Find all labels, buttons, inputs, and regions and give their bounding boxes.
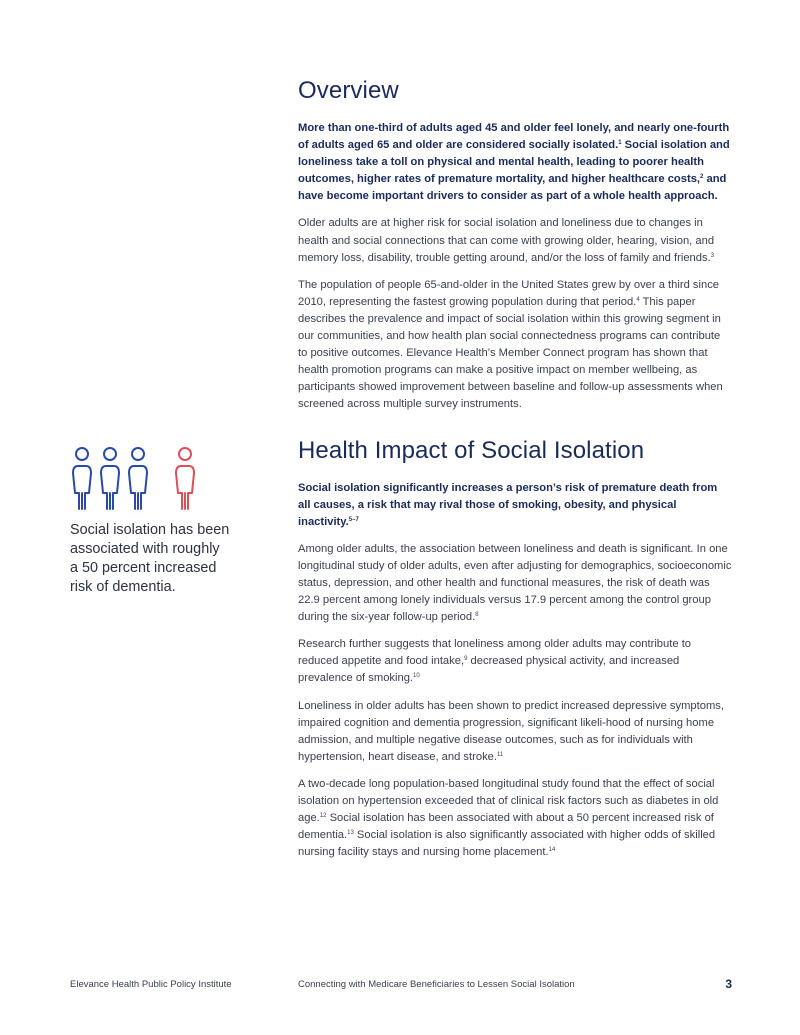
footnote-ref: 13	[347, 830, 354, 837]
footnote-ref: 5–7	[348, 516, 359, 523]
footer-document-title: Connecting with Medicare Beneficiaries to Lessen Social Isolation	[298, 979, 575, 990]
health-impact-body	[298, 541, 732, 862]
main-content	[298, 76, 732, 861]
people-group-icon	[70, 445, 200, 513]
footnote-ref: 10	[413, 673, 420, 680]
health-impact-paragraph-4: A two-decade long population-based longitudinal study found that the effect of social isolation on hypertension exceeded that of clinical risk factors such as diabetes in old age.$^{12}$ Social isolation has been associated with about a 50 percent increased risk of dementia.$^{13}$ Social isolation is also significantly associated with higher odds of skilled nursing facility stays and nursing home placement.$^{14}$	[298, 777, 719, 859]
footnote-ref: 1	[618, 140, 622, 147]
overview-paragraph-1: Older adults are at higher risk for social isolation and loneliness due to changes in health and social connections that can come with growing older, hearing, vision, and memory loss, disability, trouble getting around, and/or the loss of family and friends.$^3$	[298, 217, 715, 264]
health-impact-paragraph-3: Loneliness in older adults has been shown to predict increased depressive symptoms, impaired cognition and dementia progression, significant likeli-hood of nursing home admission, and multiple negative disease outcomes, such as for individuals with hypertension, heart disease, and stroke.$^{11}$	[298, 699, 724, 763]
footnote-ref: 9	[464, 656, 468, 663]
health-impact-heading: Health Impact of Social Isolation	[298, 436, 645, 464]
footnote-ref: 3	[710, 252, 715, 259]
footer-organization: Elevance Health Public Policy Institute	[70, 979, 232, 990]
overview-body	[298, 215, 732, 413]
page-footer	[70, 977, 732, 993]
person-icon	[73, 448, 91, 509]
dementia-callout-text: Social isolation has been associated with roughly a 50 percent increased risk of dementia.	[70, 522, 230, 595]
footnote-ref: 8	[475, 612, 479, 619]
person-highlighted-icon	[176, 448, 194, 509]
person-icon	[129, 448, 147, 509]
page-number: 3	[725, 977, 732, 991]
sidebar-callout	[70, 445, 230, 597]
footnote-ref: 11	[497, 751, 504, 758]
footnote-ref: 4	[636, 296, 640, 303]
footnote-ref: 12	[319, 813, 327, 820]
health-impact-paragraph-1: Among older adults, the association between loneliness and death is significant. In one longitudinal study of older adults, even after adjusting for demographics, socioeconomic status, depression, and other health and functional measures, the risk of death was 22.9 percent among lonely individuals versus 17.9 percent among the control group during the six-year follow-up period.$^8$	[298, 542, 732, 624]
health-impact-lead-paragraph: Social isolation significantly increases a person’s risk of premature death from all causes, a risk that may rival those of smoking, obesity, and physical inactivity.$^{5-7}$	[298, 481, 718, 528]
footnote-ref: 2	[700, 174, 704, 181]
footnote-ref: 14	[548, 847, 556, 854]
person-icon	[101, 448, 119, 509]
health-impact-paragraph-2: Research further suggests that loneliness among older adults may contribute to reduced appetite and food intake,$^9$ decreased physical activity, and increased prevalence of smoking.$^{10}$	[298, 638, 692, 685]
overview-paragraph-2: The population of people 65-and-older in the United States grew by over a third since 2010, representing the fastest growing population during that period.$^4$ This paper describes the prevalence and impact of social isolation within this growing segment in our communities, and how health plan social connectedness programs can contribute to positive outcomes. Elevance Health’s Member Connect program has shown that health promotion programs can make a positive impact on member wellbeing, as participants showed improvement between baseline and follow-up assessments when screened across multiple survey instruments.	[298, 278, 723, 411]
overview-lead-paragraph: More than one-third of adults aged 45 and older feel lonely, and nearly one-fourth of adults aged 65 and older are considered socially isolated.$^1$ Social isolation and loneliness take a toll on physical and mental health, leading to poorer health outcomes, higher rates of premature mortality, and higher healthcare costs,$^2$ and have become important drivers to consider as part of a whole health approach.	[298, 122, 730, 203]
overview-heading: Overview	[298, 77, 399, 104]
